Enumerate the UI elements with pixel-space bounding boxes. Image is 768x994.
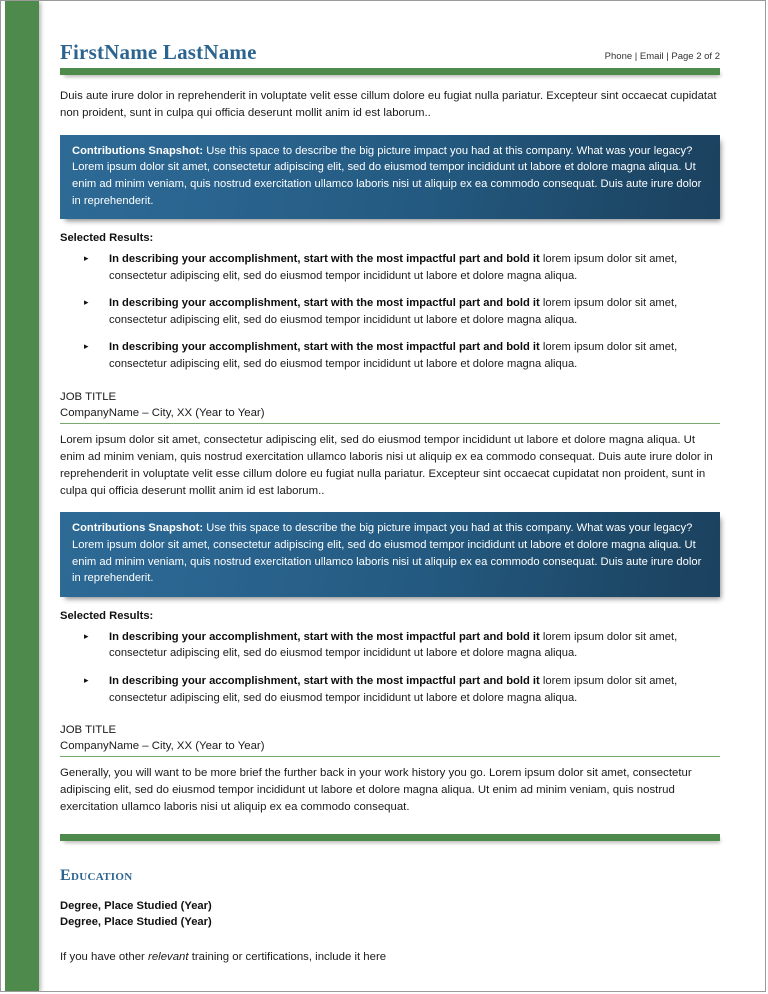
education-note-italic: relevant [148, 950, 189, 963]
bullet-rest: lorem ipsum dolor sit amet, consectetur adipiscing elit, sed do eiusmod tempor incididunt ut labore et dolore magna aliqua. [109, 674, 678, 704]
snapshot-label: Contributions Snapshot: [72, 522, 204, 535]
list-item: Degree, Place Studied (Year) [60, 916, 212, 929]
left-accent-bar [5, 1, 39, 992]
snapshot-body: Use this space to describe the big picture impact you had at this company. What was your legacy? Lorem ipsum dolor sit amet, consectetur adipiscing elit, sed do eiusmod tempor incididunt ut labore et dolore magna aliqua. Ut enim ad minim veniam, quis nostrud exercitation ullamco laboris nisi ut aliquip ex ea commodo consequat. Duis aute irure dolor in reprehenderit. [72, 144, 702, 207]
selected-results-label-2: Selected Results: [60, 609, 154, 622]
list-item [60, 251, 720, 284]
job-entry-2 [60, 722, 720, 816]
candidate-name: FirstName LastName [60, 40, 257, 64]
selected-results-label-1: Selected Results: [60, 232, 154, 245]
job-paragraph-1: Lorem ipsum dolor sit amet, consectetur adipiscing elit, sed do eiusmod tempor incididunt ut labore et dolore magna aliqua. Ut enim ad minim veniam, quis nostrud exercitation ullamco laboris nisi ut aliquip ex ea commodo consequat. Duis aute irure dolor in reprehenderit in voluptate velit esse cillum dolore eu fugiat nulla pariatur. Excepteur sint occaecat cupidatat non proident, sunt in culpa qui officia deserunt mollit anim id est laborum.. [60, 433, 713, 497]
bullet-bold-lead: In describing your accomplishment, start with the most impactful part and bold it [109, 630, 540, 643]
bullet-bold-lead: In describing your accomplishment, start with the most impactful part and bold it [109, 674, 540, 687]
job-title-2: JOB TITLE [60, 724, 117, 737]
header-row [60, 41, 720, 63]
selected-results-list-2 [60, 629, 720, 706]
job-title-1: JOB TITLE [60, 390, 117, 403]
job-entry-1 [60, 389, 720, 500]
list-item [60, 295, 720, 328]
page-header [60, 1, 720, 75]
bullet-rest: lorem ipsum dolor sit amet, consectetur adipiscing elit, sed do eiusmod tempor incididunt ut labore et dolore magna aliqua. [109, 253, 678, 282]
triangle-bullet-icon: ▸ [84, 253, 89, 264]
selected-results-list-1 [60, 251, 720, 372]
list-item: Degree, Place Studied (Year) [60, 900, 212, 913]
bullet-text [109, 339, 720, 372]
education-heading: Education [60, 867, 133, 885]
triangle-bullet-icon: ▸ [84, 297, 89, 308]
education-divider-bar [60, 834, 720, 841]
header-divider-bar [60, 68, 720, 75]
bullet-rest: lorem ipsum dolor sit amet, consectetur adipiscing elit, sed do eiusmod tempor incididunt ut labore et dolore magna aliqua. [109, 297, 678, 326]
education-note-before: If you have other [60, 950, 149, 963]
contributions-snapshot-box-1 [60, 135, 720, 219]
bullet-rest: lorem ipsum dolor sit amet, consectetur adipiscing elit, sed do eiusmod tempor incididunt ut labore et dolore magna aliqua. [109, 630, 678, 660]
education-note-after: training or certifications, include it here [188, 950, 387, 963]
page-content [60, 1, 720, 992]
triangle-bullet-icon: ▸ [84, 674, 89, 685]
bullet-text [109, 251, 720, 284]
contributions-snapshot-box-2 [60, 512, 720, 596]
job-company-1: CompanyName – City, XX (Year to Year) [60, 405, 720, 424]
header-contact-line: Phone | Email | Page 2 of 2 [604, 51, 720, 62]
list-item [60, 629, 720, 662]
job-company-2: CompanyName – City, XX (Year to Year) [60, 738, 720, 757]
bullet-text [109, 295, 720, 328]
degree-list [60, 898, 720, 930]
bullet-bold-lead: In describing your accomplishment, start with the most impactful part and bold it [109, 341, 540, 354]
bullet-text [109, 629, 720, 662]
triangle-bullet-icon: ▸ [84, 630, 89, 641]
triangle-bullet-icon: ▸ [84, 341, 89, 352]
snapshot-body: Use this space to describe the big picture impact you had at this company. What was your legacy? Lorem ipsum dolor sit amet, consectetur adipiscing elit, sed do eiusmod tempor incididunt ut labore et dolore magna aliqua. Ut enim ad minim veniam, quis nostrud exercitation ullamco laboris nisi ut aliquip ex ea commodo consequat. Duis aute irure dolor in reprehenderit. [72, 522, 702, 585]
bullet-bold-lead: In describing your accomplishment, start with the most impactful part and bold it [109, 297, 540, 310]
snapshot-label: Contributions Snapshot: [72, 144, 204, 157]
bullet-text [109, 673, 720, 706]
intro-paragraph: Duis aute irure dolor in reprehenderit in voluptate velit esse cillum dolore eu fugiat nulla pariatur. Excepteur sint occaecat cupidatat non proident, sunt in culpa qui officia deserunt mollit anim id est laborum.. [60, 90, 717, 119]
list-item [60, 673, 720, 706]
job-paragraph-2: Generally, you will want to be more brief the further back in your work history you go. Lorem ipsum dolor sit amet, consectetur adipiscing elit, sed do eiusmod tempor incididunt ut labore et dolore magna aliqua. Ut enim ad minim veniam, quis nostrud exercitation ullamco laboris nisi ut aliquip ex ea commodo consequat. [60, 767, 692, 814]
education-note [60, 949, 720, 966]
list-item [60, 339, 720, 372]
bullet-rest: lorem ipsum dolor sit amet, consectetur adipiscing elit, sed do eiusmod tempor incididunt ut labore et dolore magna aliqua. [109, 341, 678, 370]
bullet-bold-lead: In describing your accomplishment, start with the most impactful part and bold it [109, 253, 540, 266]
